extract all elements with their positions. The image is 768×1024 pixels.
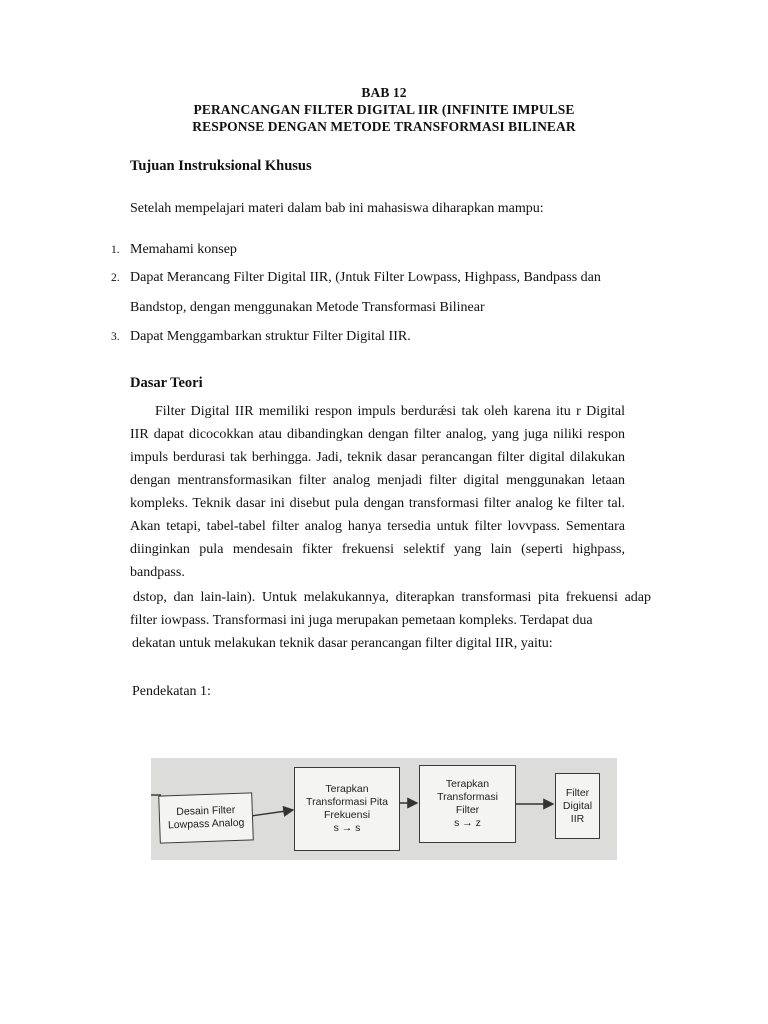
box-label: s → s [333,822,361,834]
chapter-title-line-1: PERANCANGAN FILTER DIGITAL IIR (INFINITE IMPULSE [193,102,575,117]
theory-line: IIR dapat dicocokkan atau dibandingkan dengan filter analog, yang juga niliki respon [130,427,625,442]
list-item: Memahami konsep [130,242,237,257]
theory-line: diinginkan pula mendesain fikter frekuensi selektif yang lain (seperti highpass, [130,542,625,557]
box-label: Frekuensi [323,809,371,821]
block-diagram [151,758,617,860]
box-label: IIR [570,812,585,825]
box-label: Terapkan [325,783,369,795]
list-item: Dapat Menggambarkan struktur Filter Digital IIR. [130,329,411,344]
theory-line: dstop, dan lain-lain). Untuk melakukannya, diterapkan transformasi pita frekuensi adap [133,590,651,605]
theory-line: Filter Digital IIR memiliki respon impuls berdurǽsi tak oleh karena itu r Digital [155,404,625,419]
list-number: 3. [111,331,120,343]
theory-line: Akan tetapi, tabel-tabel filter analog hanya tersedia untuk filter lovvpass. Sementara [130,519,625,534]
box-label: s → z [454,817,481,829]
theory-line: impuls berdurasi tak berhingga. Jadi, teknik dasar perancangan filter digital dilakukan [130,450,625,465]
theory-line: kompleks. Teknik dasar ini disebut pula dengan transformasi filter analog ke filter tal. [130,496,625,511]
list-number: 2. [111,272,120,284]
list-item-continuation: Bandstop, dengan menggunakan Metode Transformasi Bilinear [130,300,485,315]
list-number: 1. [111,244,120,256]
theory-heading: Dasar Teori [130,375,203,391]
box-label: Transformasi Pita [306,796,388,808]
box-frequency-transform [294,767,400,851]
box-filter-transform [419,765,516,843]
objectives-heading: Tujuan Instruksional Khusus [130,158,312,174]
box-analog-lowpass [158,792,254,843]
theory-line: filter iowpass. Transformasi ini juga merupakan pemetaan kompleks. Terdapat dua [130,613,593,628]
arrow-1 [251,810,293,816]
theory-line: dekatan untuk melakukan teknik dasar perancangan filter digital IIR, yaitu: [132,636,553,651]
theory-line: dengan mentransformasikan filter analog menjadi filter digital menggunakan letaan [130,473,625,488]
box-label: Transformasi [437,791,498,803]
objectives-intro: Setelah mempelajari materi dalam bab ini mahasiswa diharapkan mampu: [130,201,544,216]
box-label: Digital [562,799,593,812]
chapter-number: BAB 12 [361,85,407,100]
box-label: Desain Filter [176,803,236,819]
approach-label: Pendekatan 1: [132,684,211,699]
box-digital-iir [555,773,600,839]
box-label: Filter [565,786,590,799]
theory-line: bandpass. [130,565,185,580]
box-label: Filter [455,804,480,816]
box-label: Terapkan [445,778,490,790]
list-item: Dapat Merancang Filter Digital IIR, (Jntuk Filter Lowpass, Highpass, Bandpass dan [130,270,601,285]
box-label: Lowpass Analog [167,816,245,832]
chapter-title-line-2: RESPONSE DENGAN METODE TRANSFORMASI BILINEAR [192,119,576,134]
